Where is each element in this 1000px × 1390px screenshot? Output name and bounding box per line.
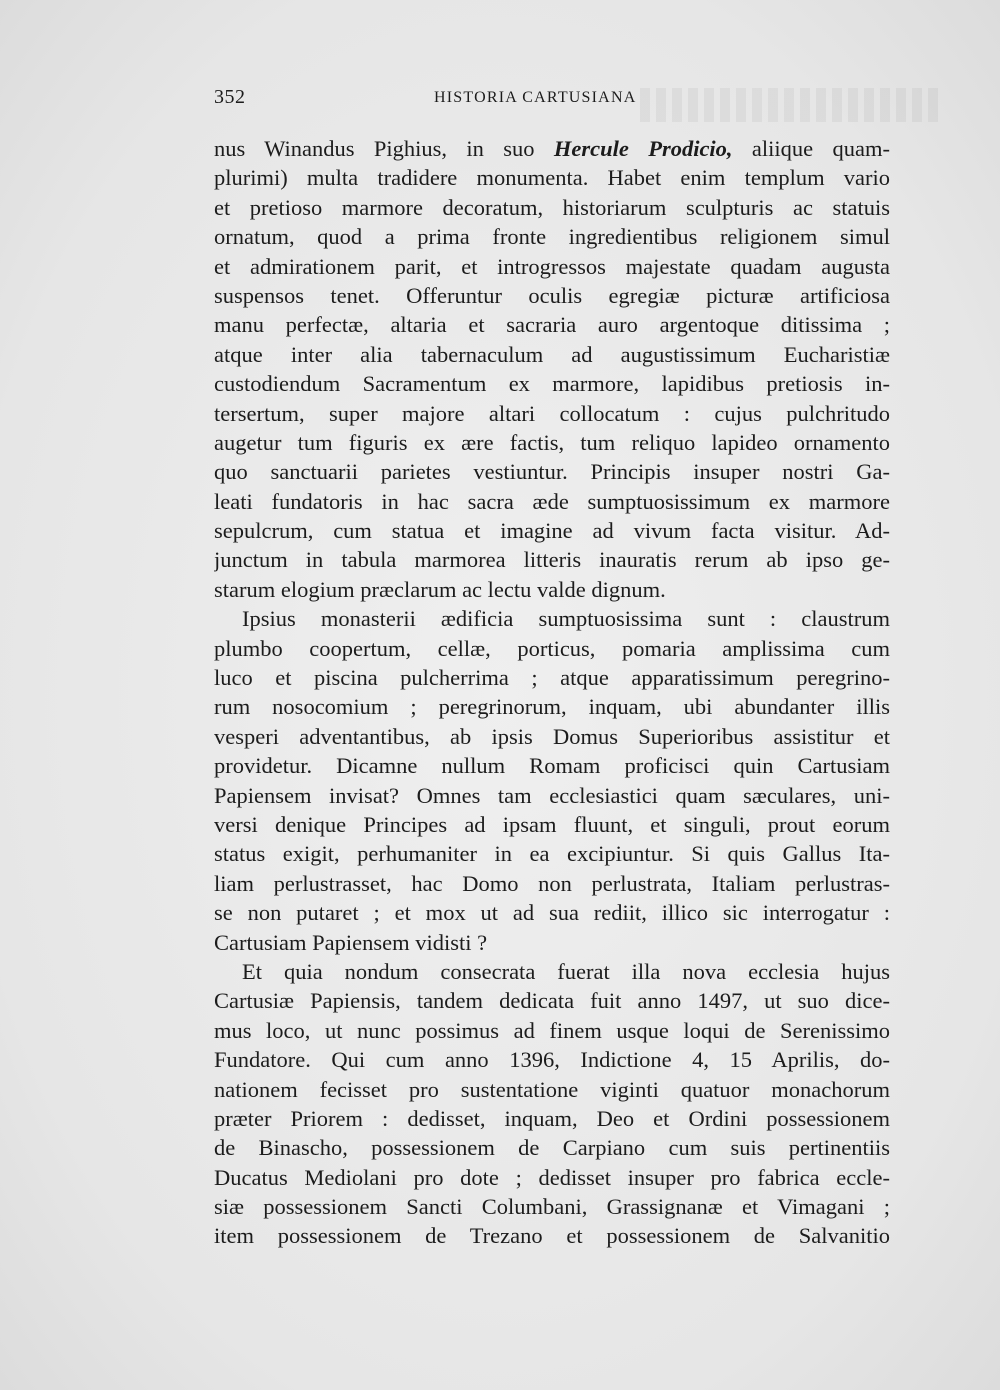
running-head xyxy=(214,86,890,116)
running-title: HISTORIA CARTUSIANA xyxy=(434,89,637,106)
text-line: quo sanctuarii parietes vestiuntur. Principis insuper nostri Ga- xyxy=(214,459,890,485)
text-line: junctum in tabula marmorea litteris inauratis rerum ab ipso ge- xyxy=(214,547,890,573)
text-line: luco et piscina pulcherrima ; atque apparatissimum peregrino- xyxy=(214,665,890,691)
text-line: et admirationem parit, et introgressos majestate quadam augusta xyxy=(214,253,890,279)
text-line: atque inter alia tabernaculum ad augustissimum Eucharistiæ xyxy=(214,341,890,367)
text-line: ornatum, quod a prima fronte ingredientibus religionem simul xyxy=(214,224,890,250)
page-number: 352 xyxy=(214,86,246,108)
body-text xyxy=(214,134,890,1251)
text-line: plurimi) multa tradidere monumenta. Habet enim templum vario xyxy=(214,165,890,191)
line-suffix: aliique quam- xyxy=(732,136,890,161)
text-line: providetur. Dicamne nullum Romam proficisci quin Cartusiam xyxy=(214,753,890,779)
line-prefix: nus Winandus Pighius, in suo xyxy=(214,136,554,161)
text-line: custodiendum Sacramentum ex marmore, lapidibus pretiosis in- xyxy=(214,371,890,397)
text-line: plumbo coopertum, cellæ, porticus, pomaria amplissima cum xyxy=(214,635,890,661)
text-line: sepulcrum, cum statua et imagine ad vivum facta visitur. Ad- xyxy=(214,518,890,544)
italic-title: Hercule Prodicio, xyxy=(553,136,733,161)
text-line: liam perlustrasset, hac Domo non perlustrata, Italiam perlustras- xyxy=(214,870,890,896)
paragraph-start: Ipsius monasterii ædificia sumptuosissima sunt : claustrum xyxy=(242,606,890,632)
text-line: item possessionem de Trezano et possessionem de Salvanitio xyxy=(214,1223,890,1249)
text-line xyxy=(214,134,890,163)
text-line: leati fundatoris in hac sacra æde sumptuosissimum ex marmore xyxy=(214,488,890,514)
text-line: siæ possessionem Sancti Columbani, Grassignanæ et Vimagani ; xyxy=(214,1194,890,1220)
text-line: status exigit, perhumaniter in ea excipiuntur. Si quis Gallus Ita- xyxy=(214,841,890,867)
text-line: starum elogium præclarum ac lectu valde dignum. xyxy=(214,576,666,602)
text-line: se non putaret ; et mox ut ad sua rediit, illico sic interrogatur : xyxy=(214,900,890,926)
text-line: Papiensem invisat? Omnes tam ecclesiastici quam sæculares, uni- xyxy=(214,782,890,808)
text-line: de Binascho, possessionem de Carpiano cum suis pertinentiis xyxy=(214,1135,890,1161)
text-line: manu perfectæ, altaria et sacraria auro argentoque ditissima ; xyxy=(214,312,890,338)
text-line: mus loco, ut nunc possimus ad finem usque loqui de Serenissimo xyxy=(214,1017,890,1043)
text-line: versi denique Principes ad ipsam fluunt, et singuli, prout eorum xyxy=(214,811,890,837)
text-line: Cartusiæ Papiensis, tandem dedicata fuit anno 1497, ut suo dice- xyxy=(214,988,890,1014)
text-line: Cartusiam Papiensem vidisti ? xyxy=(214,929,488,955)
text-line: suspensos tenet. Offeruntur oculis egregiæ picturæ artificiosa xyxy=(214,282,890,308)
text-line: et pretioso marmore decoratum, historiarum sculpturis ac statuis xyxy=(214,194,890,220)
text-line: rum nosocomium ; peregrinorum, inquam, ubi abundanter illis xyxy=(214,694,890,720)
text-line: præter Priorem : dedisset, inquam, Deo et Ordini possessionem xyxy=(214,1105,890,1131)
text-line: nationem fecisset pro sustentatione viginti quatuor monachorum xyxy=(214,1076,890,1102)
text-line: tersertum, super majore altari collocatum : cujus pulchritudo xyxy=(214,400,890,426)
text-line: vesperi adventantibus, ab ipsis Domus Superioribus assistitur et xyxy=(214,723,890,749)
text-line: Fundatore. Qui cum anno 1396, Indictione 4, 15 Aprilis, do- xyxy=(214,1047,890,1073)
text-line: Ducatus Mediolani pro dote ; dedisset insuper pro fabrica eccle- xyxy=(214,1164,890,1190)
text-line: augetur tum figuris ex ære factis, tum reliquo lapideo ornamento xyxy=(214,429,890,455)
paragraph-start: Et quia nondum consecrata fuerat illa nova ecclesia hujus xyxy=(242,958,890,984)
